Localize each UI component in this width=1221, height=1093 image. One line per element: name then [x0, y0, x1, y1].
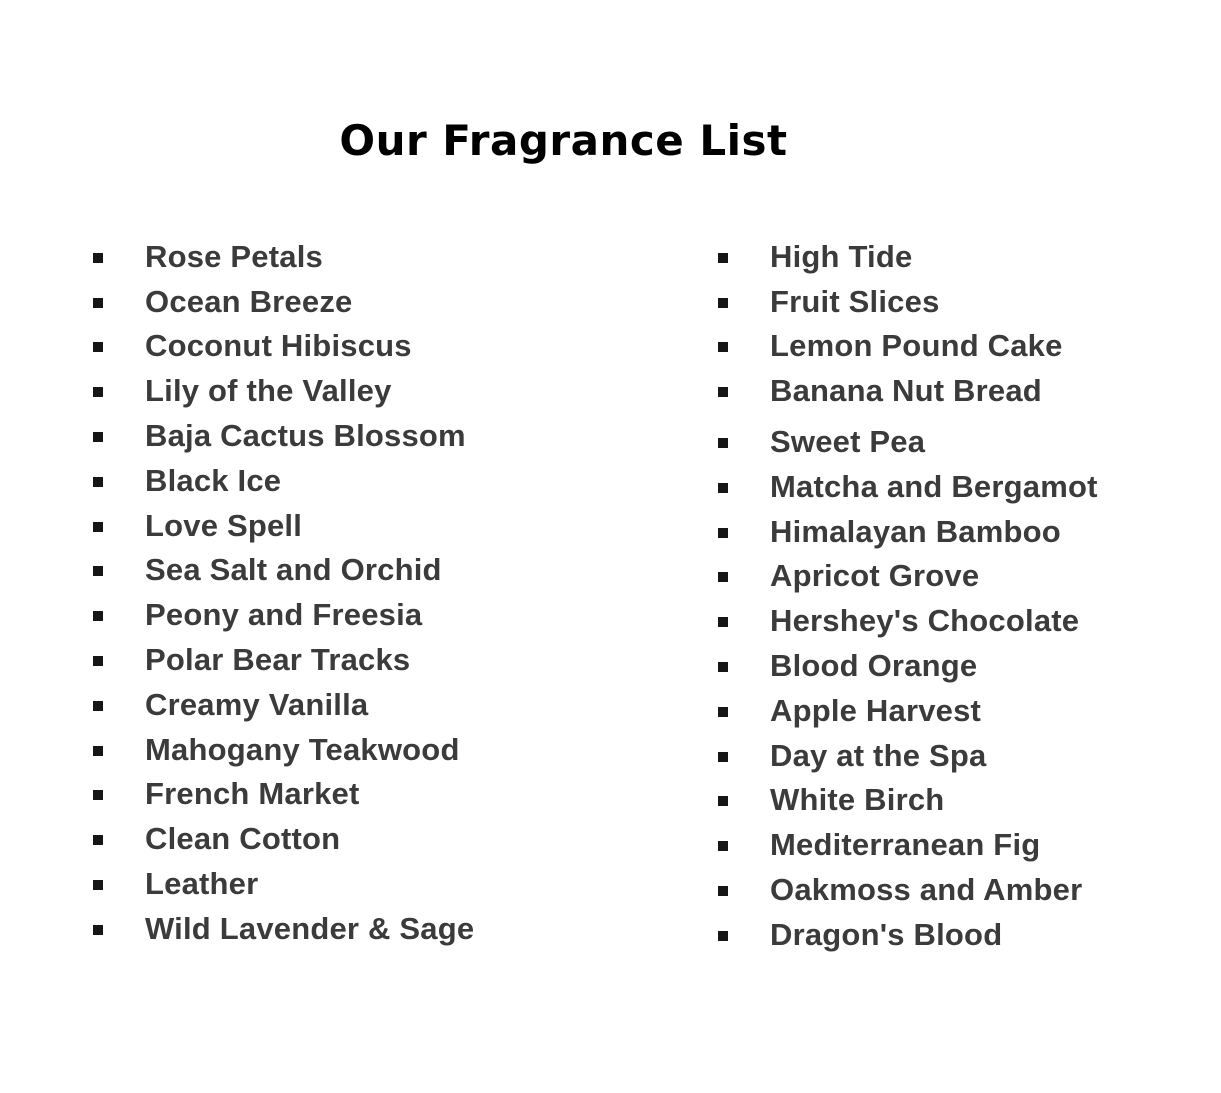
- fragrance-columns: [0, 234, 1221, 957]
- square-bullet-icon: [718, 572, 728, 582]
- fragrance-name: Oakmoss and Amber: [770, 871, 1083, 907]
- square-bullet-icon: [718, 841, 728, 851]
- fragrance-name: Lemon Pound Cake: [770, 328, 1063, 364]
- fragrance-list-item: [718, 733, 1221, 778]
- square-bullet-icon: [93, 611, 103, 621]
- square-bullet-icon: [93, 790, 103, 800]
- fragrance-list-item: [718, 279, 1221, 324]
- page-title: Our Fragrance List: [339, 116, 788, 165]
- square-bullet-icon: [93, 880, 103, 890]
- square-bullet-icon: [718, 298, 728, 308]
- fragrance-list-item: [93, 772, 718, 817]
- fragrance-name: Himalayan Bamboo: [770, 513, 1061, 549]
- fragrance-list-item: [93, 503, 718, 548]
- fragrance-list-item: [93, 906, 718, 951]
- fragrance-list-item: [718, 420, 1221, 465]
- fragrance-name: Black Ice: [145, 462, 282, 498]
- square-bullet-icon: [718, 528, 728, 538]
- fragrance-list-item: [718, 778, 1221, 823]
- fragrance-name: Mahogany Teakwood: [145, 731, 460, 767]
- square-bullet-icon: [718, 387, 728, 397]
- square-bullet-icon: [718, 931, 728, 941]
- fragrance-name: Clean Cotton: [145, 821, 341, 857]
- square-bullet-icon: [718, 483, 728, 493]
- square-bullet-icon: [93, 477, 103, 487]
- fragrance-list-item: [718, 823, 1221, 868]
- fragrance-name: Matcha and Bergamot: [770, 468, 1098, 504]
- square-bullet-icon: [718, 342, 728, 352]
- fragrance-name: Mediterranean Fig: [770, 827, 1041, 863]
- square-bullet-icon: [93, 522, 103, 532]
- square-bullet-icon: [93, 925, 103, 935]
- square-bullet-icon: [718, 752, 728, 762]
- fragrance-name: Polar Bear Tracks: [145, 641, 411, 677]
- fragrance-name: Day at the Spa: [770, 737, 987, 773]
- fragrance-name: Baja Cactus Blossom: [145, 417, 466, 453]
- square-bullet-icon: [93, 701, 103, 711]
- fragrance-name: Ocean Breeze: [145, 283, 353, 319]
- square-bullet-icon: [93, 298, 103, 308]
- fragrance-name: Banana Nut Bread: [770, 373, 1042, 409]
- fragrance-name: Love Spell: [145, 507, 303, 543]
- square-bullet-icon: [93, 566, 103, 576]
- fragrance-name: Sea Salt and Orchid: [145, 552, 442, 588]
- fragrance-list-item: [718, 554, 1221, 599]
- fragrance-list-item: [93, 727, 718, 772]
- fragrance-name: Wild Lavender & Sage: [145, 910, 475, 946]
- fragrance-name: Hershey's Chocolate: [770, 603, 1080, 639]
- square-bullet-icon: [93, 387, 103, 397]
- fragrance-list-item: [718, 369, 1221, 414]
- fragrance-list-item: [718, 599, 1221, 644]
- square-bullet-icon: [93, 835, 103, 845]
- square-bullet-icon: [718, 796, 728, 806]
- fragrance-list-item: [93, 414, 718, 459]
- fragrance-name: Lily of the Valley: [145, 373, 392, 409]
- fragrance-list-item: [93, 638, 718, 683]
- fragrance-name: Fruit Slices: [770, 283, 940, 319]
- fragrance-list-item: [718, 912, 1221, 957]
- square-bullet-icon: [718, 253, 728, 263]
- fragrance-list-item: [93, 234, 718, 279]
- square-bullet-icon: [93, 656, 103, 666]
- fragrance-name: Dragon's Blood: [770, 916, 1003, 952]
- fragrance-list-item: [93, 862, 718, 907]
- fragrance-name: Creamy Vanilla: [145, 686, 369, 722]
- fragrance-name: Coconut Hibiscus: [145, 328, 412, 364]
- square-bullet-icon: [93, 253, 103, 263]
- fragrance-list-item: [718, 464, 1221, 509]
- fragrance-list-item: [93, 324, 718, 369]
- square-bullet-icon: [93, 432, 103, 442]
- fragrance-list-item: [718, 688, 1221, 733]
- fragrance-name: Peony and Freesia: [145, 597, 423, 633]
- fragrance-name: High Tide: [770, 238, 913, 274]
- fragrance-list-item: [93, 682, 718, 727]
- fragrance-list-item: [718, 868, 1221, 913]
- fragrance-list-left: [93, 234, 718, 957]
- fragrance-list-item: [93, 458, 718, 503]
- fragrance-name: Rose Petals: [145, 238, 323, 274]
- fragrance-name: Apricot Grove: [770, 558, 980, 594]
- square-bullet-icon: [718, 707, 728, 717]
- fragrance-list-item: [718, 509, 1221, 554]
- fragrance-list-item: [718, 324, 1221, 369]
- square-bullet-icon: [93, 342, 103, 352]
- fragrance-list-item: [93, 548, 718, 593]
- fragrance-name: Leather: [145, 865, 259, 901]
- square-bullet-icon: [718, 438, 728, 448]
- fragrance-list-item: [93, 279, 718, 324]
- fragrance-name: French Market: [145, 776, 360, 812]
- fragrance-name: Sweet Pea: [770, 423, 926, 459]
- fragrance-list-item: [718, 644, 1221, 689]
- fragrance-list-item: [718, 234, 1221, 279]
- square-bullet-icon: [718, 617, 728, 627]
- square-bullet-icon: [718, 886, 728, 896]
- fragrance-list-item: [93, 593, 718, 638]
- fragrance-name: Blood Orange: [770, 647, 978, 683]
- square-bullet-icon: [93, 746, 103, 756]
- fragrance-list-right: [718, 234, 1221, 957]
- fragrance-list-item: [93, 369, 718, 414]
- fragrance-name: Apple Harvest: [770, 692, 982, 728]
- fragrance-name: White Birch: [770, 782, 945, 818]
- fragrance-list-item: [93, 817, 718, 862]
- square-bullet-icon: [718, 662, 728, 672]
